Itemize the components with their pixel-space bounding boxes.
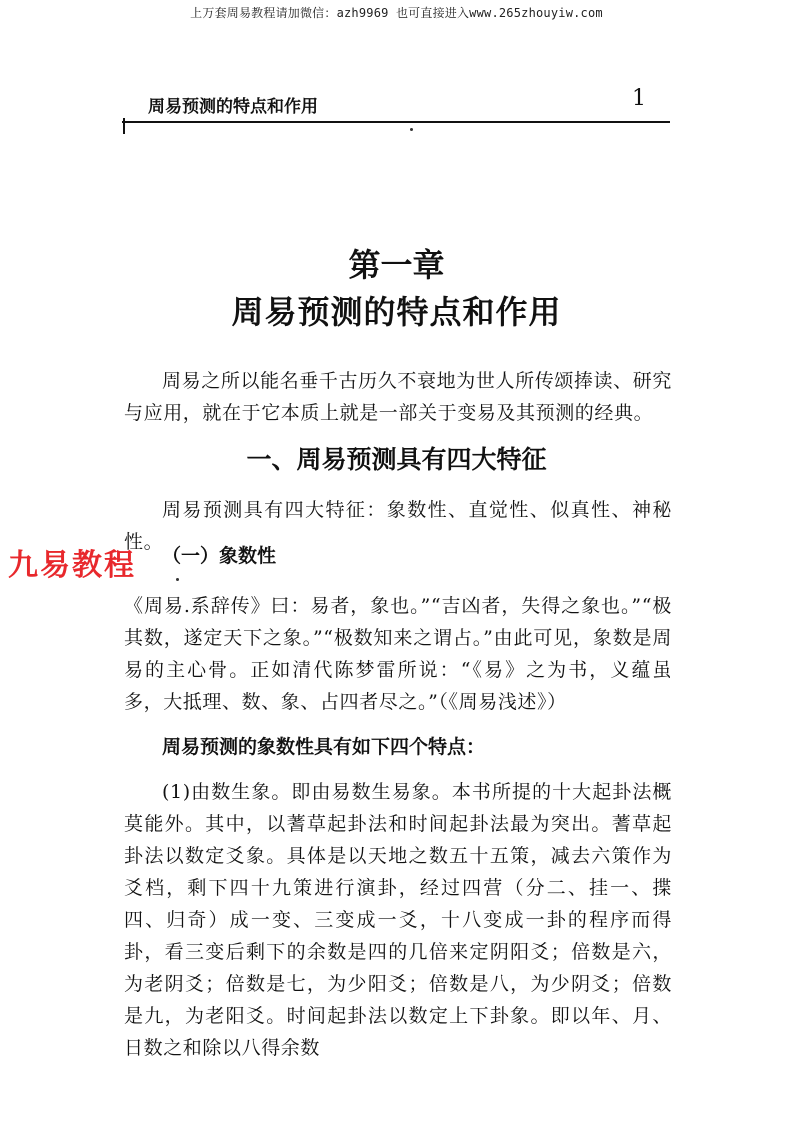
intro-paragraph: 周易之所以能名垂千古历久不衰地为世人所传颂捧读、研究与应用，就在于它本质上就是一部关于变易及其预测的经典。 — [124, 370, 672, 424]
features-intro: 周易预测的象数性具有如下四个特点： — [162, 736, 486, 758]
section-summary: 周易预测具有四大特征：象数性、直觉性、似真性、神秘性。 — [124, 499, 672, 553]
feature-paragraph: (1)由数生象。即由易数生易象。本书所提的十大起卦法概莫能外。其中，以蓍草起卦法和时间起卦法最为突出。蓍草起卦法以数定爻象。具体是以天地之数五十五策，减去六策作为爻档，剩下四十九策进行演卦，经过四营（分二、挂一、揲四、归奇）成一变、三变成一爻，十八变成一卦的程序而得卦，看三变后剩下的余数是四的几倍来定阴阳爻；倍数是六，为老阴爻；倍数是七，为少阳爻；倍数是八，为少阴爻；倍数是九，为老阳爻。时间起卦法以数定上下卦象。即以年、月、日数之和除以八得余数 — [124, 781, 672, 1059]
section-heading: 一、周易预测具有四大特征 — [246, 445, 547, 474]
page-number: 1 — [632, 86, 646, 111]
running-head-title: 周易预测的特点和作用 — [148, 97, 318, 117]
chapter-title: 周易预测的特点和作用 — [231, 293, 562, 331]
header-rule — [122, 121, 670, 123]
quote-paragraph: 《周易.系辞传》曰：易者，象也。”“吉凶者，失得之象也。”“极其数，遂定天下之象。”“极数知来之谓占。”由此可见，象数是周易的主心骨。正如清代陈梦雷所说：“《易》之为书，义蕴虽多，大抵理、数、象、占四者尽之。”（《周易浅述》） — [124, 595, 672, 713]
header-rule-tick — [123, 118, 125, 134]
scan-speck — [176, 578, 179, 581]
chapter-number: 第一章 — [348, 246, 445, 284]
top-banner: 上万套周易教程请加微信：azh9969 也可直接进入www.265zhouyiw.com — [190, 6, 603, 20]
watermark-logo: 九易教程 — [8, 548, 136, 583]
sub-heading: （一）象数性 — [162, 545, 277, 567]
scan-speck — [410, 128, 413, 131]
